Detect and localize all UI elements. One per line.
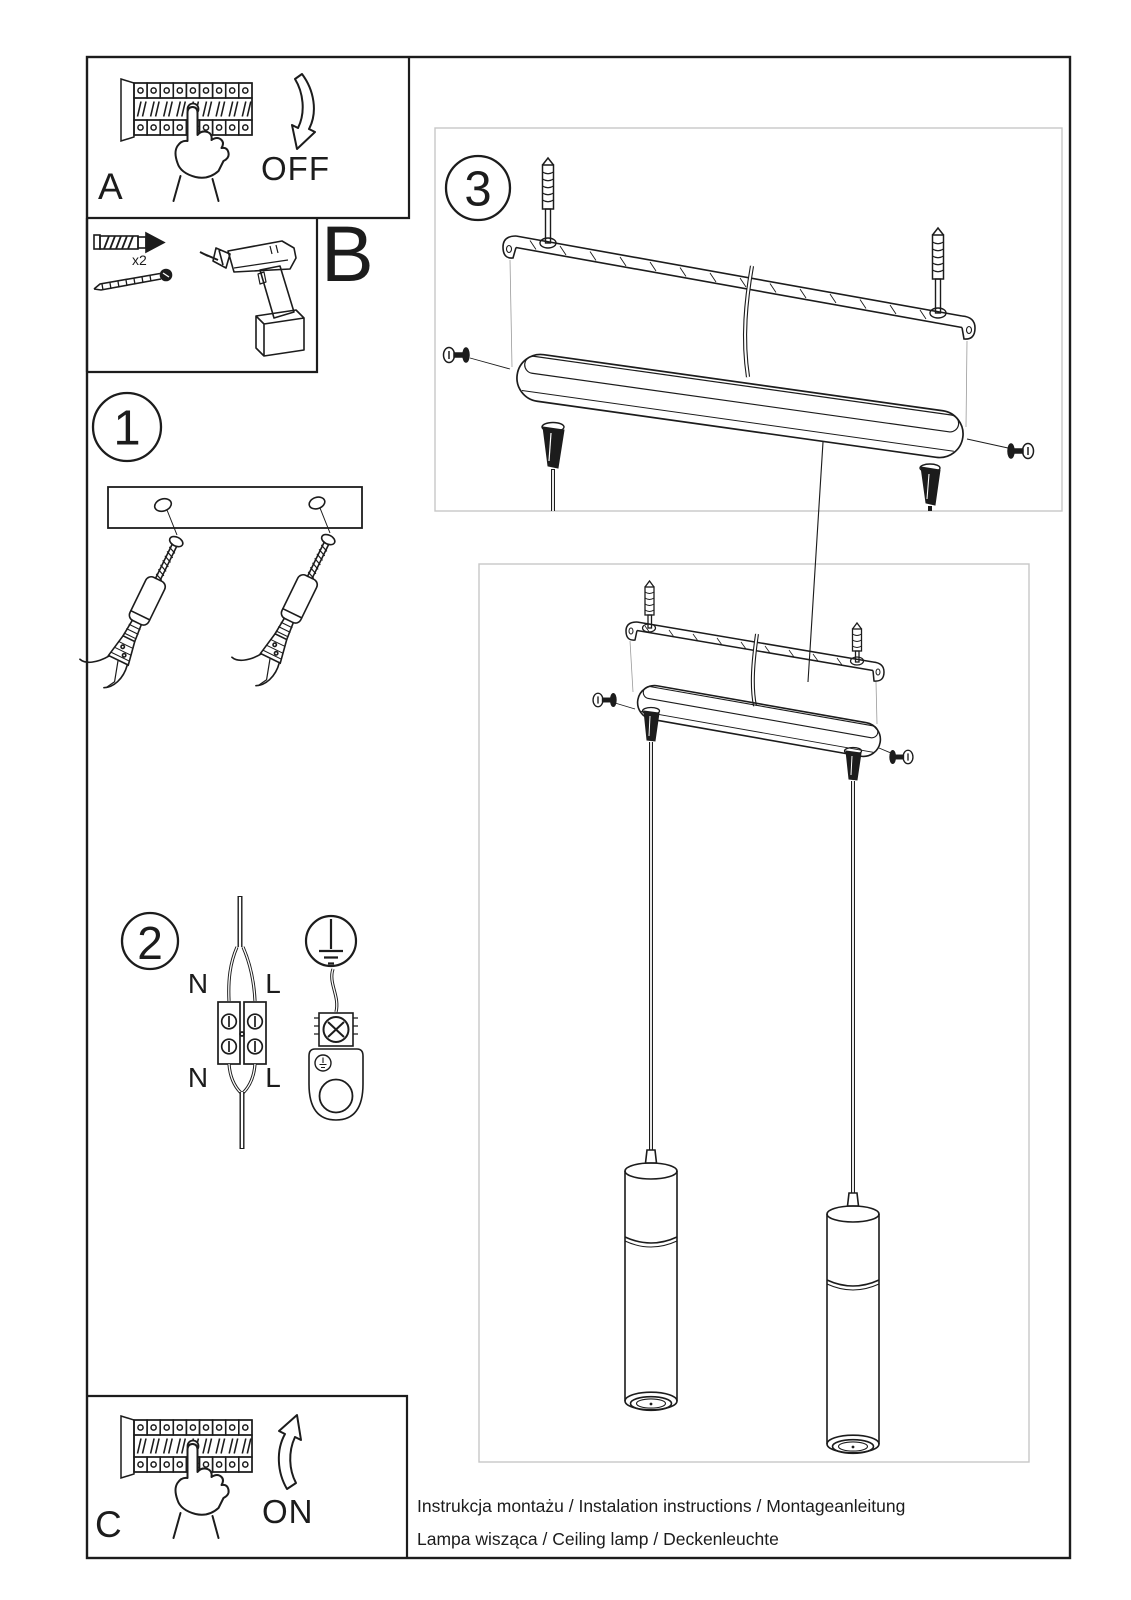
terminal-label-live-bottom: L <box>265 1062 281 1093</box>
suspension-cable <box>651 742 853 1193</box>
cord-grip <box>542 423 564 512</box>
earth-ground-icon <box>306 916 356 966</box>
ceiling-screw-icon <box>853 623 862 662</box>
mounting-detail-step <box>444 156 1034 511</box>
drill-icon <box>200 241 304 356</box>
pointing-hand-icon <box>174 107 229 201</box>
mains-cable <box>229 896 255 1001</box>
lamp-cable <box>229 1064 255 1149</box>
ceiling-screw-icon <box>645 581 654 628</box>
step-2-number: 2 <box>137 917 163 969</box>
outer-frame <box>87 57 1070 1558</box>
mounting-strip <box>108 487 362 528</box>
pendant-cylinder <box>625 1150 677 1410</box>
power-on-text: ON <box>262 1493 314 1530</box>
footer-product-line: Lampa wisząca / Ceiling lamp / Deckenleuchte <box>417 1529 779 1549</box>
wall-anchor-icon <box>225 520 340 691</box>
strip-hole <box>308 495 327 511</box>
power-wire <box>745 266 752 377</box>
detail-box-borders <box>435 128 1062 1462</box>
wall-anchor-icon <box>73 522 188 693</box>
curved-arrow-up-icon <box>279 1415 301 1489</box>
wall-plug-icon <box>94 233 164 252</box>
canopy <box>635 683 883 759</box>
pointing-hand-icon <box>174 1444 229 1538</box>
terminal-label-live-top: L <box>265 968 281 999</box>
canopy-screw-icon <box>444 348 470 363</box>
canopy-screw-icon <box>1008 444 1034 459</box>
canopy-screw-icon <box>890 750 913 764</box>
assembled-lamp-view <box>593 581 913 1453</box>
ground-clamp <box>309 1013 363 1120</box>
terminal-block <box>218 1002 266 1064</box>
step-b-label: B <box>321 209 374 298</box>
leader-line <box>808 442 823 682</box>
strip-hole <box>153 497 173 514</box>
step-3-number: 3 <box>464 162 492 217</box>
ceiling-screw-icon <box>543 158 554 209</box>
step-1-number: 1 <box>113 401 141 456</box>
canopy-screw-icon <box>593 693 616 707</box>
step-c-label: C <box>95 1504 122 1545</box>
canopy <box>514 351 966 460</box>
pendant-cylinder <box>827 1193 879 1453</box>
screw-icon <box>94 270 172 291</box>
cord-grip <box>920 464 940 511</box>
cord-grip <box>845 748 862 781</box>
footer-title-line: Instrukcja montażu / Instalation instructions / Montageanleitung <box>417 1496 906 1516</box>
power-off-text: OFF <box>261 150 330 187</box>
terminal-label-neutral-top: N <box>187 968 209 999</box>
terminal-label-neutral-bottom: N <box>187 1062 209 1093</box>
ceiling-screw-icon <box>933 228 944 279</box>
ground-wire <box>332 969 337 1012</box>
step-a-label: A <box>98 166 123 207</box>
curved-arrow-down-icon <box>292 74 315 149</box>
cord-grip <box>643 708 660 742</box>
quantity-note: x2 <box>132 252 147 268</box>
mounting-bracket <box>503 236 975 339</box>
tools-step <box>94 233 304 356</box>
power-wire <box>753 634 757 706</box>
